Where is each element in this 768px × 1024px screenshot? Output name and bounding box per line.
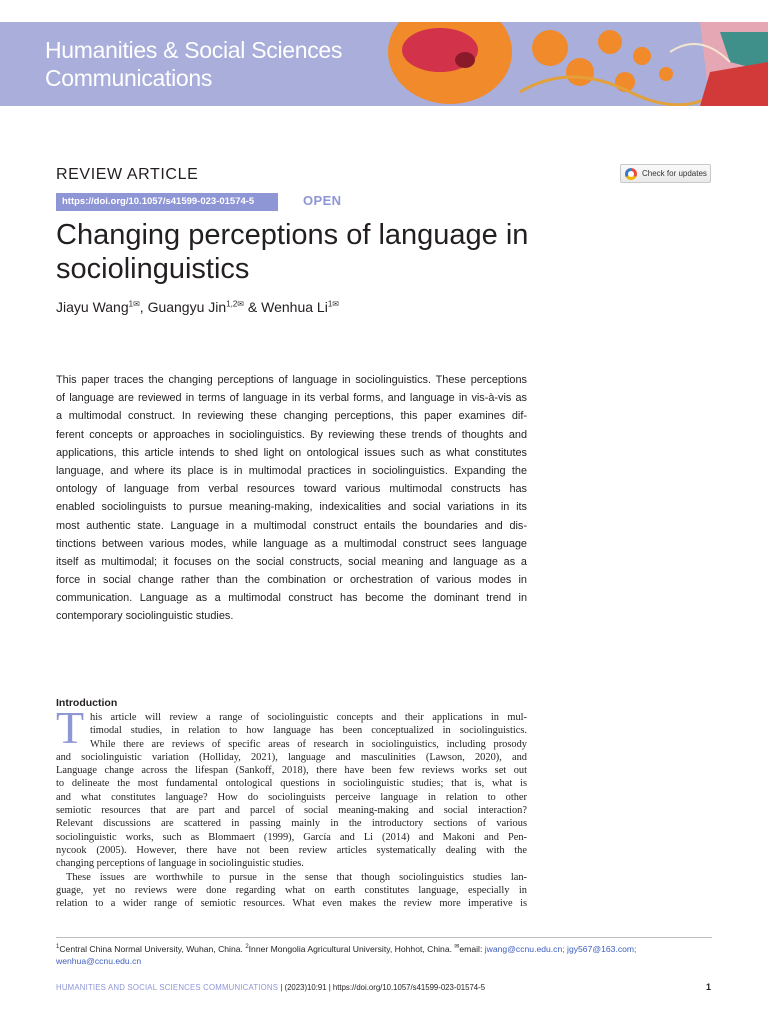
- body-line: sociolinguistic works, such as Blommaert (1999), García and Li (2014) and Makoni and Pen-: [56, 831, 527, 843]
- footer-citation: | (2023)10:91 | https://doi.org/10.1057/s41599-023-01574-5: [280, 983, 486, 992]
- abstract-line: applications, this article intends to shed light on ontological issues such as what constitutes: [56, 446, 527, 459]
- body-line: Relevant discussions are scattered in passing mainly in the introductory sections of various: [56, 818, 527, 830]
- abstract-line: This paper traces the changing perceptions of language in sociolinguistics. These perceptions: [56, 374, 527, 386]
- abstract-line: of language are reviewed in terms of language in its verbal forms, and language in vis-à-vis as: [56, 392, 527, 405]
- body-line: semiotic resources that are part and parcel of social meaning-making and social interaction?: [56, 805, 527, 817]
- banner-artwork: [370, 22, 768, 106]
- body-line: Language change across the lifespan (Sankoff, 2018), there have been few reviews works set out: [56, 765, 527, 777]
- abstract-line: ferent concepts or approaches in sociolinguistics. By reviewing these trends of thoughts and: [56, 428, 527, 441]
- abstract-line: a multimodal construct. In reviewing these changing perceptions, this paper examines dif-: [56, 410, 527, 423]
- author-separator: ,: [139, 299, 148, 315]
- crossmark-icon: [625, 168, 637, 180]
- abstract-line: tinctions between various modes, while language as a multimodal construct sees language: [56, 537, 527, 550]
- body-line: timodal studies, in relation to how language has been conceptualized in sociolinguistics.: [90, 725, 527, 737]
- footnote-line2: [56, 955, 716, 968]
- abstract-line: enabled sociolinguists to pursue meaning-making, indexicalities and social variations in its: [56, 501, 527, 514]
- footnote-line1: [56, 941, 716, 955]
- email-link[interactable]: jgy567@163.com;: [567, 943, 637, 954]
- body-line: While there are reviews of specific areas of research in sociolinguistics, including prosody: [90, 738, 527, 750]
- author-name[interactable]: Guangyu Jin: [147, 299, 227, 315]
- author-name[interactable]: Wenhua Li: [261, 299, 328, 315]
- body-line: his article will review a range of sociolinguistic concepts and their applications in mul-: [90, 712, 527, 723]
- author-name[interactable]: Jiayu Wang: [56, 299, 129, 315]
- affiliation-1: Central China Normal University, Wuhan, China.: [59, 943, 243, 954]
- page-footer: [56, 983, 485, 992]
- abstract: [56, 371, 527, 626]
- body-line: and what constitutes language? How do sociolinguists perceive language in relation to other: [56, 791, 527, 803]
- introduction-body: [56, 711, 527, 910]
- affiliation-marker: 2: [245, 944, 249, 950]
- body-line: These issues are worthwhile to pursue in the sense that though sociolinguistics studies lan-: [66, 871, 527, 883]
- article-title: Changing perceptions of language in sociolinguistics: [56, 219, 529, 285]
- body-line: to delineate the most fundamental ontological questions in sociolinguistic studies; that is, what is: [56, 778, 527, 790]
- abstract-line: communication. Language as a multimodal construct has become the dominant trend in: [56, 592, 527, 605]
- abstract-line: itself as multimodal; it focuses on the social constructs, social meaning and language as a: [56, 555, 527, 568]
- author-list: [56, 299, 339, 315]
- envelope-icon: ✉: [454, 944, 460, 950]
- abstract-line: ontology of language from verbal resources toward various multimodal constructs has: [56, 483, 527, 496]
- abstract-line: force in social change rather than the combination or orchestration of various modes in: [56, 574, 527, 587]
- body-line: guage, yet no reviews were done regarding what on earth constitutes language, especially in: [56, 884, 527, 896]
- affiliations-footnote: [56, 941, 716, 968]
- body-line: relation to a wider range of semiotic resources. What even makes the review more imperative is: [56, 898, 527, 910]
- drop-cap: T: [56, 702, 85, 753]
- email-link[interactable]: jwang@ccnu.edu.cn;: [484, 943, 565, 954]
- author-affiliation: 1✉: [128, 299, 140, 309]
- abstract-line: language, and where its place is in multimodal practices in sociolinguistics. Expanding the: [56, 464, 527, 477]
- email-label: email:: [459, 943, 483, 954]
- author-affiliation: 1✉: [327, 299, 339, 309]
- affiliation-2: Inner Mongolia Agricultural University, Hohhot, China.: [248, 943, 452, 954]
- author-affiliation: 1,2✉: [226, 299, 244, 309]
- affiliation-marker: 1: [56, 944, 60, 950]
- body-line: nycook (2005). However, there have not been review articles systematically dealing with the: [56, 844, 527, 856]
- footnote-divider: [56, 937, 712, 938]
- body-line: and sociolinguistic variation (Holliday, 2021), language and masculinities (Lawson, 2020), and: [56, 751, 527, 763]
- page-number: 1: [706, 982, 712, 992]
- footer-journal-name: HUMANITIES AND SOCIAL SCIENCES COMMUNICATIONS: [56, 983, 279, 992]
- journal-title[interactable]: [45, 36, 342, 92]
- body-line: changing perceptions of language in sociolinguistic studies.: [56, 858, 304, 870]
- journal-banner: [0, 22, 768, 106]
- journal-title-line2: Communications: [45, 65, 213, 91]
- article-type: REVIEW ARTICLE: [56, 166, 199, 183]
- author-separator: &: [244, 299, 262, 315]
- section-heading-introduction: Introduction: [56, 697, 118, 709]
- abstract-line: most authentic state. Language in a multimodal construct entails the boundaries and dis-: [56, 519, 527, 532]
- doi-link[interactable]: https://doi.org/10.1057/s41599-023-01574-5: [56, 193, 278, 211]
- open-access-label: OPEN: [303, 193, 342, 208]
- email-link[interactable]: wenhua@ccnu.edu.cn: [56, 956, 142, 967]
- abstract-line: contemporary sociolinguistic studies.: [56, 610, 234, 623]
- check-for-updates-label: Check for updates: [642, 169, 707, 178]
- journal-title-line1: Humanities & Social Sciences: [45, 37, 343, 63]
- check-for-updates-button[interactable]: [620, 164, 711, 183]
